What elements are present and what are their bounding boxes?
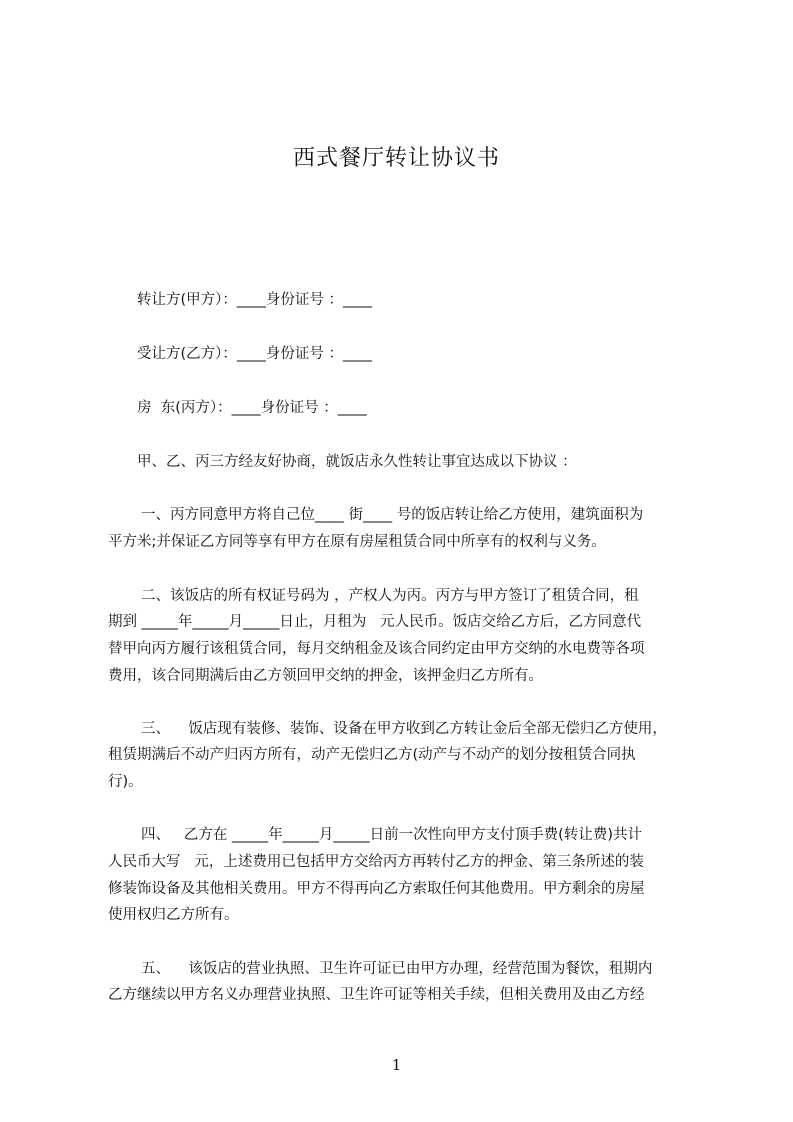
clause-line: 三、 饭店现有装修、装饰、设备在甲方收到乙方转让金后全部无偿归乙方使用， bbox=[141, 721, 667, 737]
clause-line: 二、该饭店的所有权证号码为 ，产权人为丙。丙方与甲方签订了租赁合同，租 bbox=[141, 588, 639, 604]
clause-line: 使用权归乙方所有。 bbox=[108, 907, 239, 923]
clause-line: 乙方继续以甲方名义办理营业执照、卫生许可证等相关手续，但相关费用及由乙方经 bbox=[108, 987, 645, 1003]
intro-paragraph: 甲、乙、丙三方经友好协商，就饭店永久性转让事宜达成以下协议 ： bbox=[137, 454, 577, 470]
party-transferor: 转让方(甲方）：____身份证号 ：____ bbox=[137, 292, 373, 308]
clause-line: 平方米;并保证乙方同等享有甲方在原有房屋租赁合同中所享有的权利与义务。 bbox=[108, 534, 606, 550]
document-title: 西式餐厅转让协议书 bbox=[292, 146, 500, 171]
clause-line: 期到 _____年_____月_____日止，月租为 元人民币。饭店交给乙方后，乙方同意代 bbox=[108, 614, 642, 630]
clause-line: 修装饰设备及其他相关费用。甲方不得再向乙方索取任何其他费用。甲方剩余的房屋 bbox=[108, 881, 645, 897]
clause-line: 四、 乙方在 _____年_____月_____日前一次性向甲方支付顶手费(转让费)共计 bbox=[141, 827, 642, 843]
party-transferee: 受让方(乙方）：____身份证号 ：____ bbox=[137, 346, 373, 362]
page-number: 1 bbox=[391, 1056, 402, 1074]
clause-line: 人民币大写 元，上述费用已包括甲方交给丙方再转付乙方的押金、第三条所述的装 bbox=[108, 854, 644, 870]
clause-line: 租赁期满后不动产归丙方所有，动产无偿归乙方(动产与不动产的划分按租赁合同执 bbox=[108, 747, 636, 763]
clause-line: 费用，该合同期满后由乙方领回甲交纳的押金，该押金归乙方所有。 bbox=[108, 668, 543, 684]
clause-line: 替甲向丙方履行该租赁合同，每月交纳租金及该合同约定由甲方交纳的水电费等各项 bbox=[108, 641, 645, 657]
clause-line: 行)。 bbox=[108, 774, 143, 790]
clause-line: 一、丙方同意甲方将自己位____ 街____ 号的饭店转让给乙方使用，建筑面积为 bbox=[141, 507, 644, 523]
party-landlord: 房 东(丙方）：____身份证号 ：____ bbox=[137, 400, 367, 416]
clause-line: 五、 该饭店的营业执照、卫生许可证已由甲方办理，经营范围为餐饮，租期内 bbox=[141, 961, 653, 977]
